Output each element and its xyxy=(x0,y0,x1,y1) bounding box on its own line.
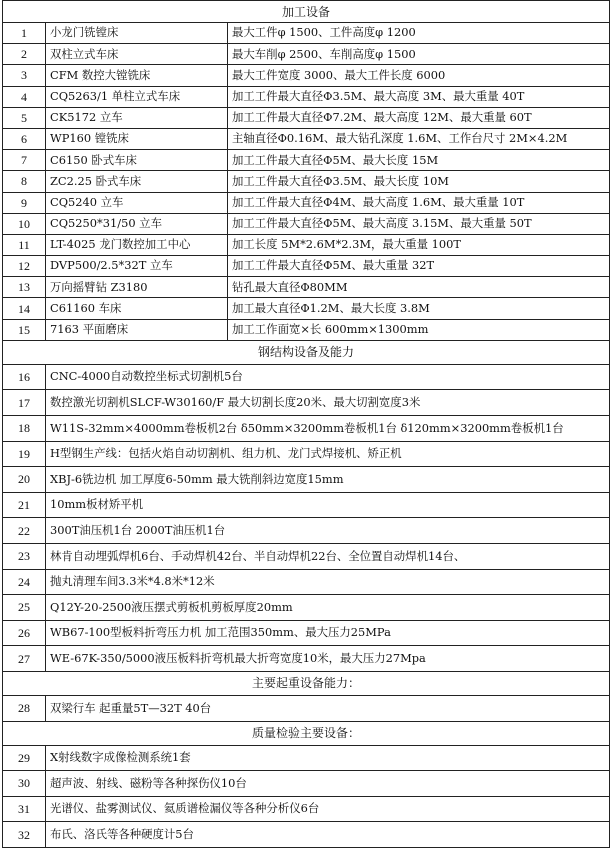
section-header-row xyxy=(3,671,610,695)
row-number: 11 xyxy=(3,234,46,255)
equipment-name: CFM 数控大镗铣床 xyxy=(46,65,228,86)
row-number: 29 xyxy=(3,745,46,771)
table-row xyxy=(3,518,610,544)
equipment-description: 数控激光切割机SLCF-W30160/F 最大切割长度20米、最大切割宽度3米 xyxy=(46,390,610,416)
equipment-description: H型钢生产线：包括火焰自动切割机、组力机、龙门式焊接机、矫正机 xyxy=(46,441,610,467)
equipment-table xyxy=(2,0,610,848)
equipment-name: CK5172 立车 xyxy=(46,107,228,128)
row-number: 7 xyxy=(3,150,46,171)
table-row xyxy=(3,86,610,107)
row-number: 24 xyxy=(3,569,46,595)
table-row xyxy=(3,595,610,621)
equipment-spec: 最大车削φ 2500、车削高度φ 1500 xyxy=(228,44,610,65)
row-number: 26 xyxy=(3,620,46,646)
equipment-spec: 加工工件最大直径Φ5M、最大重量 32T xyxy=(228,256,610,277)
equipment-spec: 加工工作面宽×长 600mm×1300mm xyxy=(228,319,610,340)
equipment-spec: 加工工件最大直径Φ3.5M、最大长度 10M xyxy=(228,171,610,192)
equipment-spec: 加工工件最大直径Φ7.2M、最大高度 12M、最大重量 60T xyxy=(228,107,610,128)
equipment-spec: 加工工件最大直径Φ4M、最大高度 1.6M、最大重量 10T xyxy=(228,192,610,213)
table-row xyxy=(3,107,610,128)
table-row xyxy=(3,128,610,149)
row-number: 32 xyxy=(3,822,46,848)
equipment-spec: 加工工件最大直径Φ5M、最大长度 15M xyxy=(228,150,610,171)
table-row xyxy=(3,822,610,848)
equipment-name: WP160 镗铣床 xyxy=(46,128,228,149)
table-row xyxy=(3,319,610,340)
equipment-spec: 主轴直径Φ0.16M、最大钻孔深度 1.6M、工作台尺寸 2M×4.2M xyxy=(228,128,610,149)
equipment-spec: 加工最大直径Φ1.2M、最大长度 3.8M xyxy=(228,298,610,319)
equipment-name: 万向摇臂钻 Z3180 xyxy=(46,277,228,298)
equipment-name: DVP500/2.5*32T 立车 xyxy=(46,256,228,277)
equipment-name: C6150 卧式车床 xyxy=(46,150,228,171)
row-number: 8 xyxy=(3,171,46,192)
equipment-description: 超声波、射线、磁粉等各种探伤仪10台 xyxy=(46,771,610,797)
equipment-name: LT-4025 龙门数控加工中心 xyxy=(46,234,228,255)
row-number: 23 xyxy=(3,543,46,569)
section-title: 质量检验主要设备： xyxy=(3,721,610,745)
equipment-spec: 最大工件宽度 3000、最大工件长度 6000 xyxy=(228,65,610,86)
table-row xyxy=(3,543,610,569)
row-number: 16 xyxy=(3,364,46,390)
table-row xyxy=(3,171,610,192)
row-number: 2 xyxy=(3,44,46,65)
table-row xyxy=(3,771,610,797)
row-number: 15 xyxy=(3,319,46,340)
row-number: 31 xyxy=(3,796,46,822)
table-row xyxy=(3,416,610,442)
equipment-description: X射线数字成像检测系统1套 xyxy=(46,745,610,771)
table-row xyxy=(3,646,610,672)
table-row xyxy=(3,390,610,416)
row-number: 12 xyxy=(3,256,46,277)
section-title: 加工设备 xyxy=(3,1,610,23)
table-row xyxy=(3,441,610,467)
equipment-description: 林肯自动埋弧焊机6台、手动焊机42台、半自动焊机22台、全位置自动焊机14台、 xyxy=(46,543,610,569)
row-number: 5 xyxy=(3,107,46,128)
equipment-name: 小龙门铣镗床 xyxy=(46,23,228,44)
table-row xyxy=(3,65,610,86)
table-row xyxy=(3,213,610,234)
equipment-name: C61160 车床 xyxy=(46,298,228,319)
table-row xyxy=(3,364,610,390)
equipment-description: W11S-32mm×4000mm卷板机2台 δ50mm×3200mm卷板机1台 δ120mm×3200mm卷板机1台 xyxy=(46,416,610,442)
equipment-name: CQ5240 立车 xyxy=(46,192,228,213)
equipment-name: CQ5250*31/50 立车 xyxy=(46,213,228,234)
row-number: 20 xyxy=(3,467,46,493)
equipment-name: 7163 平面磨床 xyxy=(46,319,228,340)
table-row xyxy=(3,796,610,822)
row-number: 17 xyxy=(3,390,46,416)
table-row xyxy=(3,256,610,277)
row-number: 25 xyxy=(3,595,46,621)
row-number: 10 xyxy=(3,213,46,234)
row-number: 28 xyxy=(3,695,46,721)
row-number: 14 xyxy=(3,298,46,319)
equipment-spec: 钻孔最大直径Φ80MM xyxy=(228,277,610,298)
table-row xyxy=(3,277,610,298)
table-row xyxy=(3,745,610,771)
table-row xyxy=(3,298,610,319)
row-number: 22 xyxy=(3,518,46,544)
row-number: 21 xyxy=(3,492,46,518)
equipment-spec: 加工工件最大直径Φ3.5M、最大高度 3M、最大重量 40T xyxy=(228,86,610,107)
equipment-description: Q12Y-20-2500液压摆式剪板机剪板厚度20mm xyxy=(46,595,610,621)
table-row xyxy=(3,695,610,721)
section-header-row xyxy=(3,340,610,364)
table-row xyxy=(3,192,610,213)
equipment-description: 抛丸清理车间3.3米*4.8米*12米 xyxy=(46,569,610,595)
row-number: 6 xyxy=(3,128,46,149)
equipment-name: ZC2.25 卧式车床 xyxy=(46,171,228,192)
row-number: 9 xyxy=(3,192,46,213)
section-header-row xyxy=(3,1,610,23)
equipment-spec: 加工长度 5M*2.6M*2.3M，最大重量 100T xyxy=(228,234,610,255)
equipment-description: 光谱仪、盐雾测试仪、氦质谱检漏仪等各种分析仪6台 xyxy=(46,796,610,822)
equipment-description: 300T油压机1台 2000T油压机1台 xyxy=(46,518,610,544)
table-row xyxy=(3,467,610,493)
table-row xyxy=(3,234,610,255)
table-row xyxy=(3,569,610,595)
equipment-description: 双梁行车 起重量5T—32T 40台 xyxy=(46,695,610,721)
equipment-description: XBJ-6铣边机 加工厚度6-50mm 最大铣削斜边宽度15mm xyxy=(46,467,610,493)
equipment-description: WE-67K-350/5000液压板料折弯机最大折弯宽度10米，最大压力27Mpa xyxy=(46,646,610,672)
table-row xyxy=(3,23,610,44)
equipment-spec: 加工工件最大直径Φ5M、最大高度 3.15M、最大重量 50T xyxy=(228,213,610,234)
equipment-name: 双柱立式车床 xyxy=(46,44,228,65)
row-number: 4 xyxy=(3,86,46,107)
row-number: 27 xyxy=(3,646,46,672)
equipment-description: CNC-4000自动数控坐标式切割机5台 xyxy=(46,364,610,390)
equipment-description: 10mm板材矫平机 xyxy=(46,492,610,518)
row-number: 18 xyxy=(3,416,46,442)
equipment-description: WB67-100型板料折弯压力机 加工范围350mm、最大压力25MPa xyxy=(46,620,610,646)
table-row xyxy=(3,620,610,646)
equipment-description: 布氏、洛氏等各种硬度计5台 xyxy=(46,822,610,848)
section-title: 主要起重设备能力： xyxy=(3,671,610,695)
table-row xyxy=(3,150,610,171)
section-title: 钢结构设备及能力 xyxy=(3,340,610,364)
table-row xyxy=(3,492,610,518)
row-number: 3 xyxy=(3,65,46,86)
row-number: 13 xyxy=(3,277,46,298)
table-row xyxy=(3,44,610,65)
equipment-spec: 最大工件φ 1500、工件高度φ 1200 xyxy=(228,23,610,44)
equipment-name: CQ5263/1 单柱立式车床 xyxy=(46,86,228,107)
row-number: 19 xyxy=(3,441,46,467)
row-number: 30 xyxy=(3,771,46,797)
equipment-table-body xyxy=(3,1,610,848)
section-header-row xyxy=(3,721,610,745)
row-number: 1 xyxy=(3,23,46,44)
